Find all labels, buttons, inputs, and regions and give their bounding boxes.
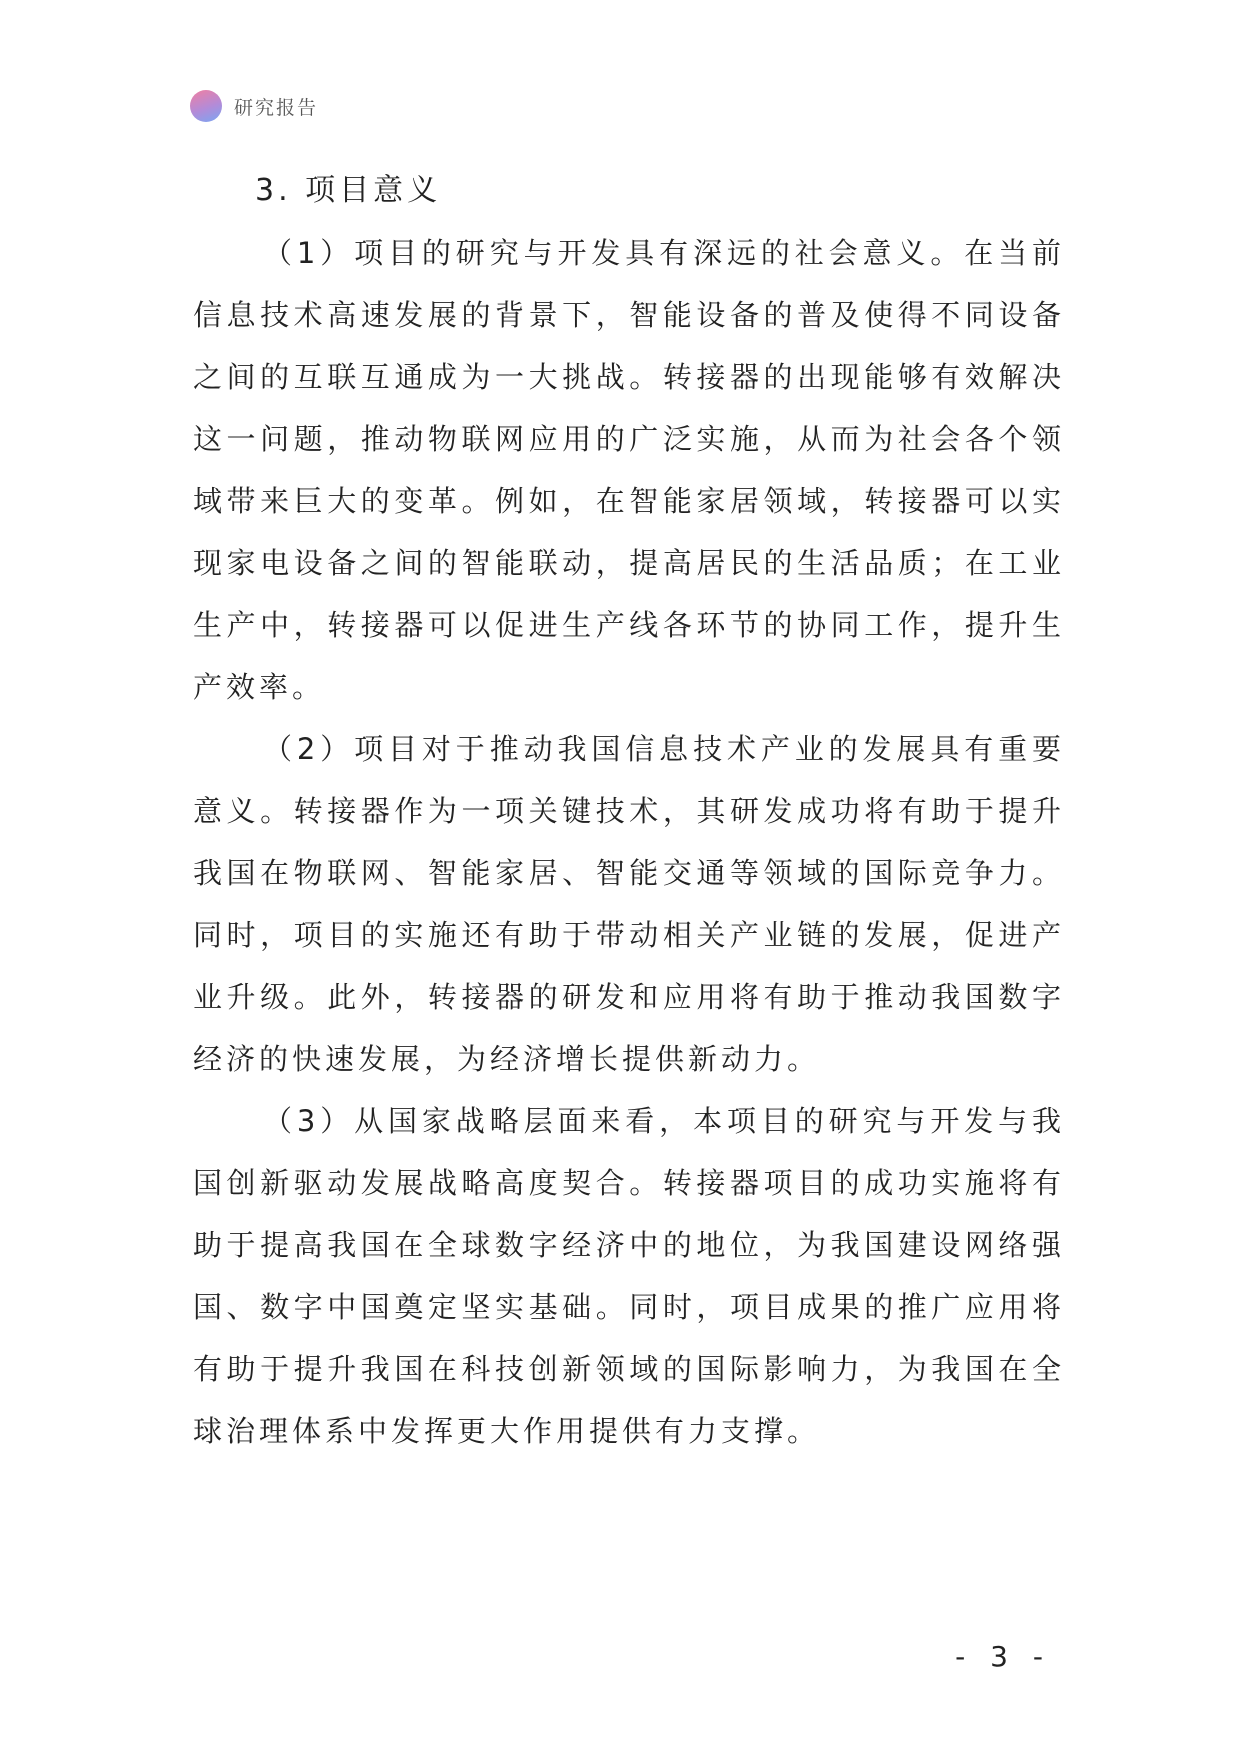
page-number: - 3 - <box>955 1640 1051 1673</box>
paragraph-2: （2）项目对于推动我国信息技术产业的发展具有重要意义。转接器作为一项关键技术，其研发成功将有助于提升我国在物联网、智能家居、智能交通等领域的国际竞争力。同时，项目的实施还有助于带动相关产业链的发展，促进产业升级。此外，转接器的研发和应用将有助于推动我国数字经济的快速发展，为经济增长提供新动力。 <box>193 732 1065 1076</box>
paragraph-1: （1）项目的研究与开发具有深远的社会意义。在当前信息技术高速发展的背景下，智能设备的普及使得不同设备之间的互联互通成为一大挑战。转接器的出现能够有效解决这一问题，推动物联网应用的广泛实施，从而为社会各个领域带来巨大的变革。例如，在智能家居领域，转接器可以实现家电设备之间的智能联动，提高居民的生活品质；在工业生产中，转接器可以促进生产线各环节的协同工作，提升生产效率。 <box>193 236 1065 704</box>
logo-circle-icon <box>190 90 222 122</box>
section-heading: 3. 项目意义 <box>255 173 442 208</box>
page-content <box>193 160 1065 1462</box>
paragraph-3: （3）从国家战略层面来看，本项目的研究与开发与我国创新驱动发展战略高度契合。转接器项目的成功实施将有助于提高我国在全球数字经济中的地位，为我国建设网络强国、数字中国奠定坚实基础。同时，项目成果的推广应用将有助于提升我国在科技创新领域的国际影响力，为我国在全球治理体系中发挥更大作用提供有力支撑。 <box>193 1104 1065 1448</box>
report-header <box>190 88 318 124</box>
header-label: 研究报告 <box>234 96 319 119</box>
